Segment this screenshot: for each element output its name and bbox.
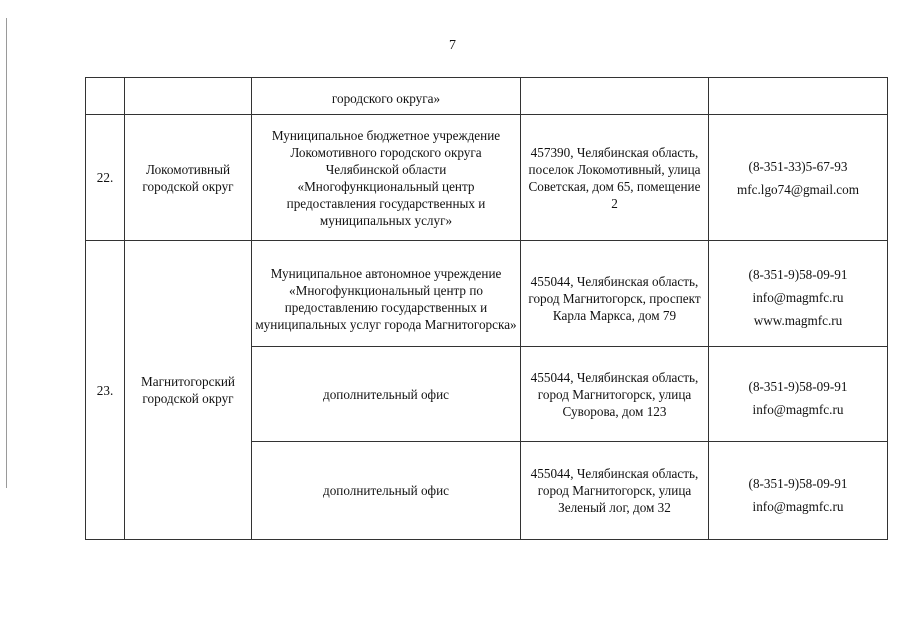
contact-website: www.magmfc.ru xyxy=(753,313,843,328)
cell-number xyxy=(86,78,125,115)
cell-org: городского округа» xyxy=(252,78,521,115)
cell-address: 455044, Челябинская область, город Магнитогорск, улица Зеленый лог, дом 32 xyxy=(521,442,709,540)
cell-district: Магнитогорский городской округ xyxy=(125,241,252,540)
contact-email: info@magmfc.ru xyxy=(752,402,844,417)
cell-address: 457390, Челябинская область, поселок Локомотивный, улица Советская, дом 65, помещение 2 xyxy=(521,115,709,241)
cell-number: 22. xyxy=(86,115,125,241)
contact-email: info@magmfc.ru xyxy=(752,290,844,305)
contact-email: info@magmfc.ru xyxy=(752,498,844,514)
mfc-registry-table xyxy=(85,77,888,540)
cell-contacts xyxy=(709,241,888,347)
contact-phone: (8-351-9)58-09-91 xyxy=(748,475,848,491)
contact-phone: (8-351-9)58-09-91 xyxy=(748,379,848,394)
cell-district xyxy=(125,78,252,115)
cell-address xyxy=(521,78,709,115)
page-number: 7 xyxy=(449,38,456,53)
cell-contacts xyxy=(709,442,888,540)
table-row-23-main xyxy=(86,241,888,347)
cell-address: 455044, Челябинская область, город Магнитогорск, проспект Карла Маркса, дом 79 xyxy=(521,241,709,347)
cell-contacts xyxy=(709,115,888,241)
table-row-22 xyxy=(86,115,888,241)
cell-org: дополнительный офис xyxy=(252,442,521,540)
page-edge-line xyxy=(6,18,7,488)
contact-phone: (8-351-33)5-67-93 xyxy=(748,158,848,174)
cell-org: Муниципальное бюджетное учреждение Локомотивного городского округа Челябинской области «Многофункциональный центр предоставления государственных и муниципальных услуг» xyxy=(252,115,521,241)
cell-address: 455044, Челябинская область, город Магнитогорск, улица Суворова, дом 123 xyxy=(521,347,709,442)
cell-district: Локомотивный городской округ xyxy=(125,115,252,241)
cell-contacts xyxy=(709,347,888,442)
contact-phone: (8-351-9)58-09-91 xyxy=(748,267,848,282)
table-row-continuation xyxy=(86,78,888,115)
cell-contacts xyxy=(709,78,888,115)
contact-email: mfc.lgo74@gmail.com xyxy=(736,181,860,197)
cell-number: 23. xyxy=(86,241,125,540)
cell-org: дополнительный офис xyxy=(252,347,521,442)
cell-org: Муниципальное автономное учреждение «Многофункциональный центр по предоставлению государственных и муниципальных услуг города Магнитогорска» xyxy=(252,241,521,347)
